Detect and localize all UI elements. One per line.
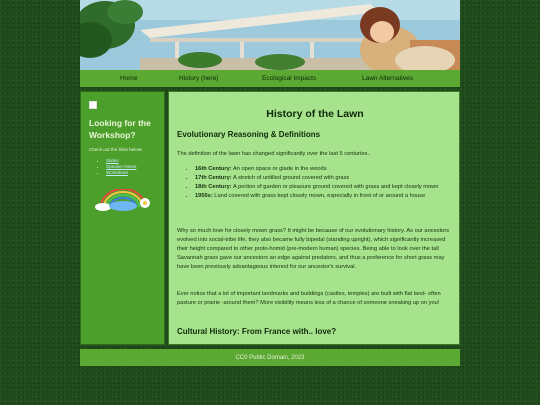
section-heading-cultural: Cultural History: From France with.. love? [177, 327, 337, 336]
list-item [195, 183, 467, 192]
sidebar-link-list [89, 158, 136, 176]
speaker-notes-link[interactable]: Speaker Notes [106, 164, 137, 169]
sidebar [80, 91, 165, 345]
nav-history-link[interactable]: History (here) [179, 75, 219, 82]
list-item [195, 192, 467, 201]
footer [80, 349, 460, 366]
footer-text: CC0 Public Domain, 2023 [235, 354, 305, 361]
sidebar-hint: Check out the links below! [89, 147, 143, 152]
rainbow-cloud-badge-icon [93, 189, 153, 211]
sidebar-heading: Looking for the Workshop? [89, 118, 151, 140]
broken-image-icon [89, 101, 97, 109]
nav-home-link[interactable]: Home [120, 75, 138, 82]
definition-term: 1950s: [195, 193, 213, 199]
definition-list [177, 165, 467, 201]
main-content [168, 91, 460, 345]
slides-link[interactable]: Slides [106, 158, 119, 163]
list-item [195, 165, 467, 174]
definition-term: 16th Century: [195, 166, 232, 172]
list-item [106, 170, 136, 176]
header-banner-image [80, 0, 460, 70]
top-navigation [80, 70, 460, 87]
definition-text: An open space or glade in the woods [231, 166, 327, 172]
worksheet-link[interactable]: Worksheet [106, 170, 128, 175]
definition-term: 18th Century: [195, 184, 232, 190]
section-heading-evolutionary: Evolutionary Reasoning & Definitions [177, 130, 321, 139]
nav-ecological-impacts-link[interactable]: Ecological Impacts [262, 75, 317, 82]
evolution-paragraph: Why so much love for closely mown grass? It might be because of our evolutionary history. As our ancestors evolved into social-tribe life, they also became fully bipedal (standing upright), which significantly increased their height compared to other proto-homid (pre-modern human) species. Being able to look over the tall Savannah grass gave our ancestors an edge against predators, and thus a preference for short grass may have been previously advantageous interest for our ancestor's survival. [177, 228, 450, 270]
definition-text: A stretch of untilled ground covered with grass [231, 175, 350, 181]
list-item [195, 174, 467, 183]
definition-text: A portion of garden or pleasure ground covered with grass and kept closely mown [231, 184, 439, 190]
definition-term: 17th Century: [195, 175, 232, 181]
banner-illustration [80, 0, 460, 70]
page [80, 0, 460, 367]
intro-paragraph: The definition of the lawn has changed significantly over the last 5 centuries.. [177, 151, 371, 157]
page-title: History of the Lawn [266, 108, 364, 120]
landmarks-paragraph: Ever notice that a lot of important landmarks and buildings (castles, temples) are built with flat land- often pasture or prairie -around them? More visibility means less of a chance of someone sneaking up on you! [177, 291, 441, 306]
definition-text: Land covered with grass kept closely mown, especially in front of or around a house [212, 193, 426, 199]
nav-lawn-alternatives-link[interactable]: Lawn Alternatives [362, 75, 413, 82]
